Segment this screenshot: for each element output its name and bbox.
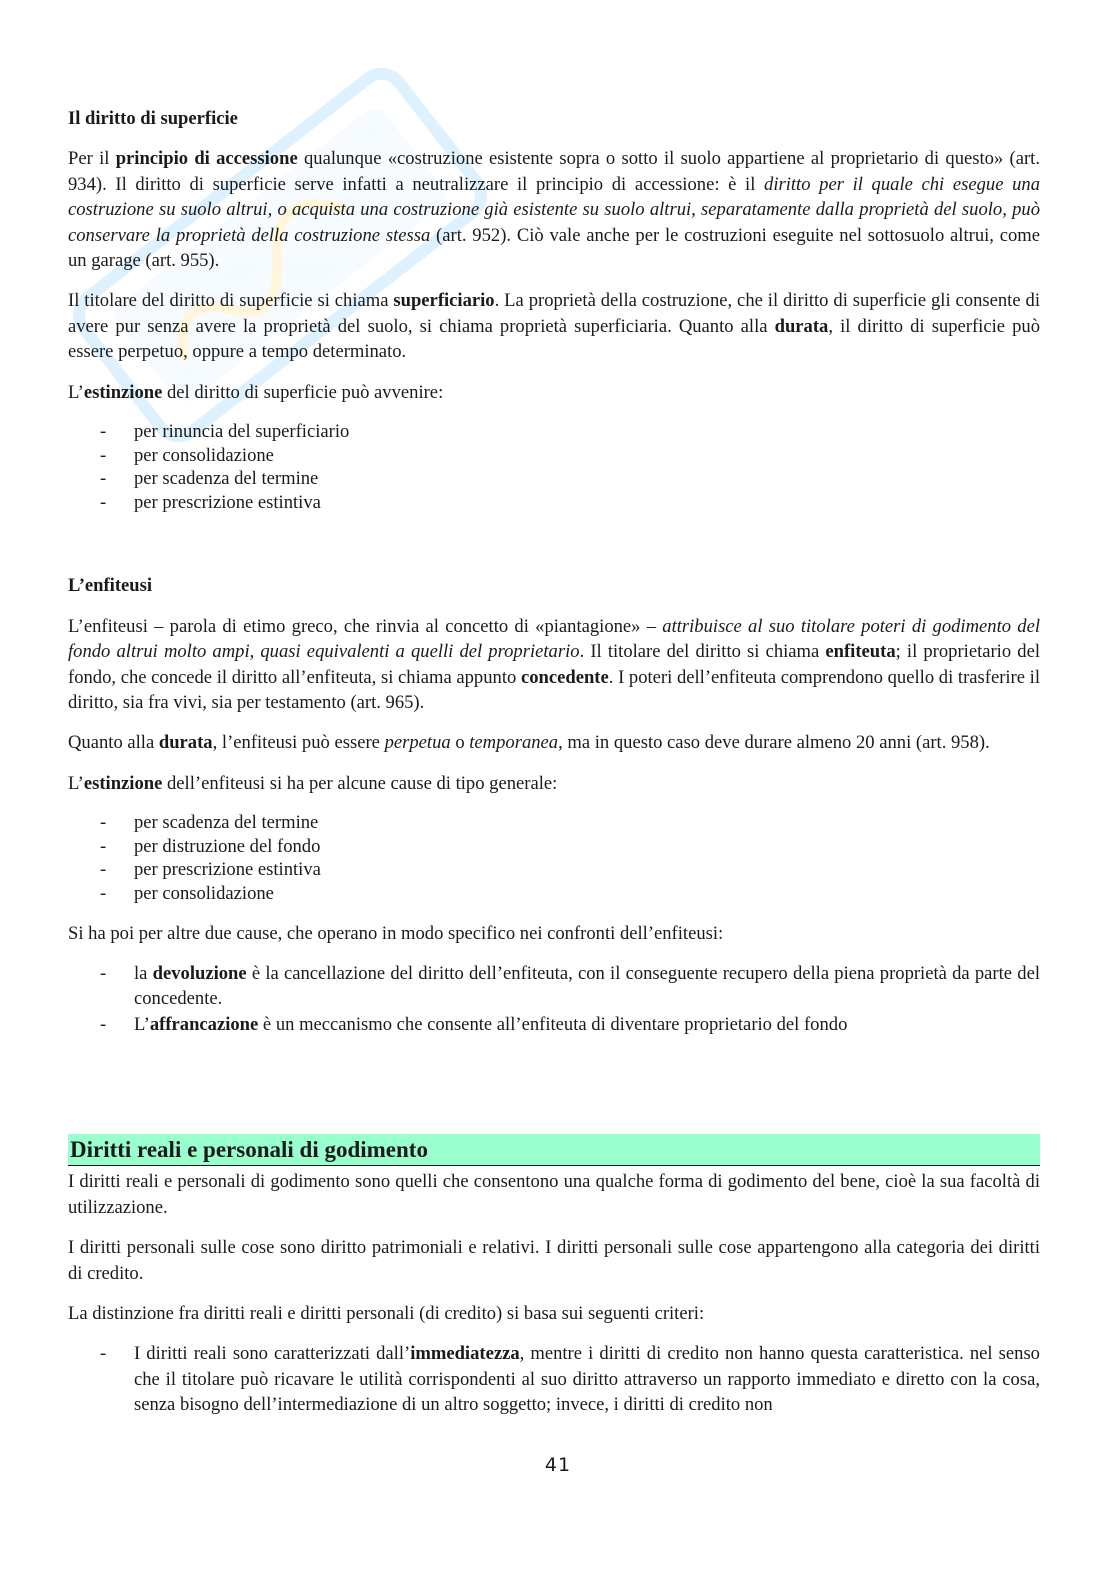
paragraph-superficiario: Il titolare del diritto di superficie si chiama superficiario. La proprietà della costruzione, che il diritto di superficie gli consente di avere pur senza avere la proprietà del suolo, si chiama proprietà superficiaria. Quanto alla durata, il diritto di superficie può essere perpetuo, oppure a tempo determinato. [68, 290, 1040, 363]
list-estinzione-enfiteusi [68, 811, 1040, 905]
page-number: 41 [544, 1454, 572, 1476]
paragraph-estinzione-superficie: L’estinzione del diritto di superficie può avvenire: [68, 381, 444, 403]
paragraph-enfiteusi-estinzione: L’estinzione dell’enfiteusi si ha per alcune cause di tipo generale: [68, 772, 558, 794]
list-criteri [68, 1341, 1040, 1417]
list-item: - per distruzione del fondo [68, 835, 1040, 859]
paragraph-enfiteusi-definizione: L’enfiteusi – parola di etimo greco, che rinvia al concetto di «piantagione» – attribuisce al suo titolare poteri di godimento del fondo altrui molto ampi, quasi equivalenti a quelli del proprietario. Il titolare del diritto si chiama enfiteuta; il proprietario del fondo, che concede il diritto all’enfiteuta, si chiama appunto concedente. I poteri dell’enfiteuta comprendono quello di trasferire il diritto, sia fra vivi, sia per testamento (art. 965). [68, 615, 1040, 714]
list-item: - per rinuncia del superficiario [68, 420, 1040, 444]
list-estinzione-superficie [68, 420, 1040, 514]
paragraph-cause-specifiche: Si ha poi per altre due cause, che operano in modo specifico nei confronti dell’enfiteusi: [68, 922, 724, 944]
list-item: - per prescrizione estintiva [68, 491, 1040, 515]
paragraph-accessione: Per il principio di accessione qualunque «costruzione esistente sopra o sotto il suolo appartiene al proprietario di questo» (art. 934). Il diritto di superficie serve infatti a neutralizzare il principio di accessione: è il diritto per il quale chi esegue una costruzione su suolo altrui, o acquista una costruzione già esistente su suolo altrui, separatamente dalla proprietà del suolo, può conservare la proprietà della costruzione stessa (art. 952). Ciò vale anche per le costruzioni eseguite nel sottosuolo altrui, come un garage (art. 955). [68, 148, 1041, 272]
document-page [68, 106, 1040, 1433]
section-heading-diritti-reali: Diritti reali e personali di godimento [68, 1134, 1040, 1166]
list-item: - per consolidazione [68, 882, 1040, 906]
list-item: - L’affrancazione è un meccanismo che consente all’enfiteuta di diventare proprietario del fondo [68, 1012, 1040, 1037]
list-cause-specifiche [68, 961, 1040, 1037]
list-item: - la devoluzione è la cancellazione del diritto dell’enfiteuta, con il conseguente recupero della piena proprietà da parte del concedente. [68, 961, 1040, 1012]
list-item: - per consolidazione [68, 444, 1040, 468]
list-item: - I diritti reali sono caratterizzati dall’immediatezza, mentre i diritti di credito non hanno questa caratteristica. nel senso che il titolare può ricavare le utilità corrispondenti al suo diritto attraverso un rapporto immediato e diretto con la cosa, senza bisogno dell’intermediazione di un altro soggetto; invece, i diritti di credito non [68, 1341, 1040, 1417]
paragraph-distinzione: La distinzione fra diritti reali e diritti personali (di credito) si basa sui seguenti criteri: [68, 1302, 705, 1324]
paragraph-enfiteusi-durata: Quanto alla durata, l’enfiteusi può essere perpetua o temporanea, ma in questo caso deve durare almeno 20 anni (art. 958). [68, 732, 990, 754]
heading-enfiteusi: L’enfiteusi [68, 575, 153, 597]
list-item: - per prescrizione estintiva [68, 858, 1040, 882]
paragraph-diritti-personali: I diritti personali sulle cose sono diritto patrimoniali e relativi. I diritti personali sulle cose appartengono alla categoria dei diritti di credito. [68, 1237, 1040, 1284]
heading-diritto-superficie: Il diritto di superficie [68, 108, 238, 129]
list-item: - per scadenza del termine [68, 811, 1040, 835]
list-item: - per scadenza del termine [68, 467, 1040, 491]
paragraph-diritti-godimento: I diritti reali e personali di godimento sono quelli che consentono una qualche forma di godimento del bene, cioè la sua facoltà di utilizzazione. [68, 1171, 1040, 1218]
